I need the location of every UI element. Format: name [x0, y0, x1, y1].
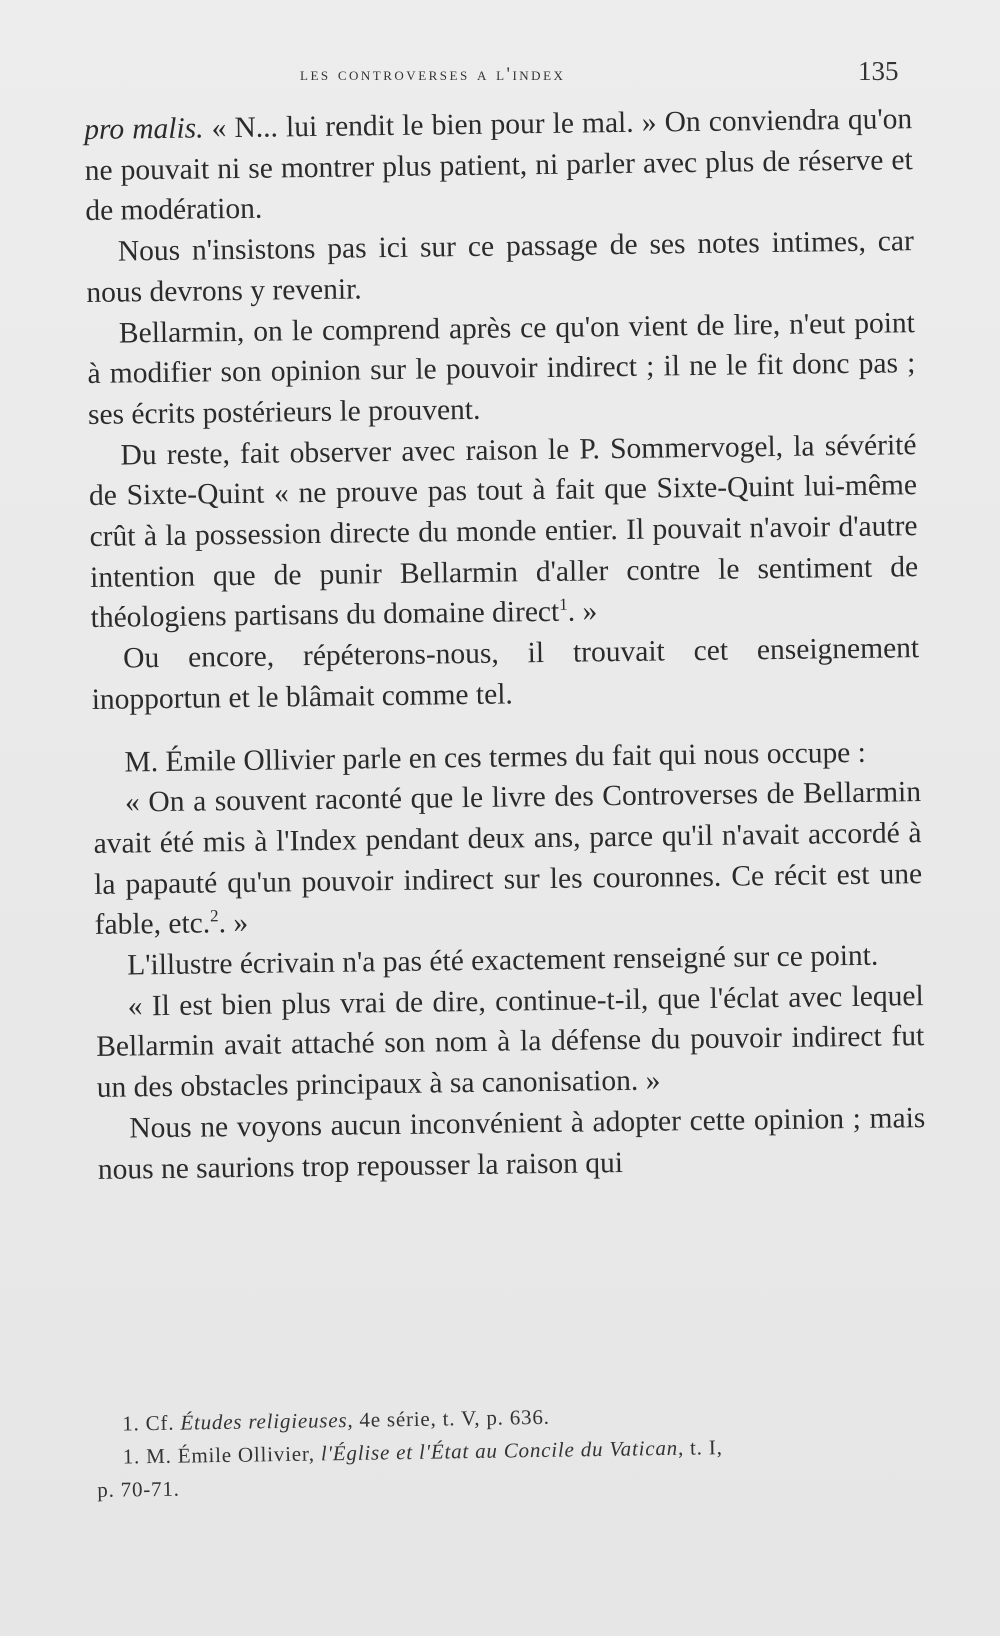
- paragraph-1: [84, 99, 914, 232]
- footnote-2-number: 1. M. Émile Ollivier,: [122, 1441, 322, 1469]
- paragraph-1-text: « N... lui rendit le bien pour le mal. » On conviendra qu'on ne pouvait ni se montrer plus patient, ni parler avec plus de réserve et de modération.: [84, 103, 913, 228]
- footnote-1-number: 1. Cf.: [122, 1410, 181, 1436]
- footnote-1-rest: , 4e série, t. V, p. 636.: [347, 1404, 550, 1432]
- paragraph-9: « Il est bien plus vrai de dire, continue-t-il, que l'éclat avec lequel Bellarmin avait attaché son nom à la défense du pouvoir indirect fut un des obstacles principaux à sa canonisation. »: [96, 979, 925, 1105]
- page-number: 135: [858, 56, 899, 86]
- paragraph-8: L'illustre écrivain n'a pas été exactement renseigné sur ce point.: [126, 939, 879, 982]
- paragraph-7-text: « On a souvent raconté que le livre des Controverses de Bellarmin avait été mis à l'Index pendant deux ans, parce qu'il n'avait accordé à la papauté qu'un pouvoir indirect sur les couronnes. Ce récit est une fable, etc.: [93, 776, 923, 942]
- paragraph-4: [88, 425, 919, 639]
- footnote-ref-2: 2: [209, 906, 219, 926]
- running-title: les controverses a l'index: [300, 64, 566, 85]
- paragraph-4-text: Du reste, fait observer avec raison le P. Sommervogel, la sévérité de Sixte-Quint « ne prouve pas tout à fait que Sixte-Quint lui-même crût à la possession directe du monde entier. Il pouvait n'avoir d'autre intention que de punir Bellarmin d'aller contre le sentiment de théologiens partisans du domaine direct: [88, 428, 919, 635]
- body-text: [84, 99, 926, 1190]
- footnote-ref-1: 1: [559, 595, 568, 615]
- paragraph-3: Bellarmin, on le comprend après ce qu'on vient de lire, n'eut point à modifier son opinion sur le pouvoir indirect ; il ne le fit donc pas ; ses écrits postérieurs le prouvent.: [87, 306, 916, 431]
- footnote-2-rest: , t. I,: [677, 1435, 723, 1460]
- paragraph-2: Nous n'insistons pas ici sur ce passage de ses notes intimes, car nous devrons y revenir.: [86, 225, 914, 309]
- paragraph-6: M. Émile Ollivier parle en ces termes du fait qui nous occupe :: [124, 736, 867, 779]
- paragraph-7-end: . »: [218, 907, 249, 940]
- paragraph-7: [93, 772, 923, 946]
- paragraph-4-end: . »: [567, 595, 598, 629]
- footnote-1-title: Études religieuses: [180, 1407, 348, 1435]
- running-head: [0, 56, 1000, 102]
- paragraph-5: Ou encore, répéterons-nous, il trouvait cet enseignement inopportun et le blâmait comme tel.: [91, 632, 920, 716]
- footnotes: [92, 1395, 923, 1507]
- paragraph-10: Nous ne voyons aucun inconvénient à adopter cette opinion ; mais nous ne saurions trop repousser la raison qui: [97, 1101, 926, 1186]
- footnote-2-continuation: p. 70-71.: [97, 1476, 180, 1502]
- footnote-2-title: l'Église et l'État au Concile du Vatican: [320, 1435, 679, 1466]
- paragraph-1-italic: pro malis.: [84, 112, 204, 146]
